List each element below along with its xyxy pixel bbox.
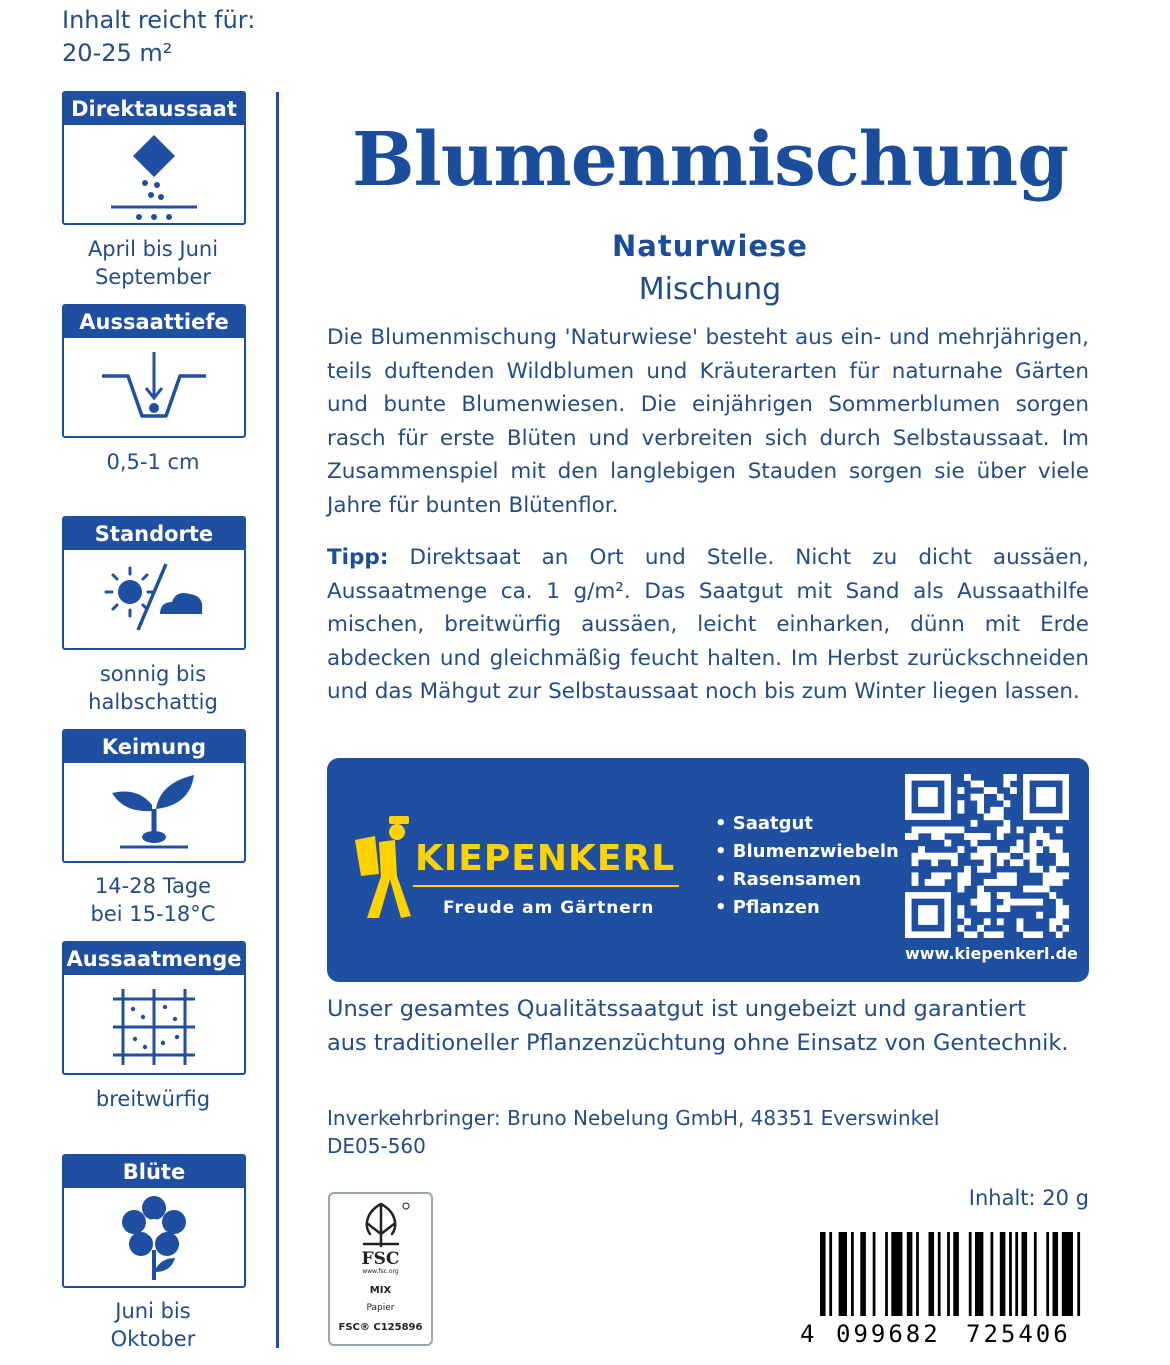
fsc-mix: MIX: [369, 1285, 392, 1296]
list-item: • Blumenzwiebeln: [715, 838, 899, 866]
info-card-aussaattiefe: [62, 304, 246, 438]
info-card-direktaussaat: [62, 91, 246, 225]
list-item: • Rasensamen: [715, 866, 899, 894]
coverage-label: Inhalt reicht für:: [62, 6, 256, 34]
column-divider: [276, 92, 279, 1348]
info-card-keimung: [62, 729, 246, 863]
coverage-value: 20-25 m²: [62, 39, 173, 67]
barcode-lead-digit: 4: [800, 1320, 818, 1348]
brand-banner: [327, 758, 1089, 982]
card-caption: Juni bis Oktober: [110, 1299, 196, 1351]
broadcast-grid-icon: [99, 977, 209, 1067]
list-item: • Saatgut: [715, 810, 899, 838]
info-card-standorte: [62, 516, 246, 650]
fsc-url: www.fsc.org: [362, 1268, 399, 1275]
sun-cloud-icon: [94, 552, 214, 642]
tip-label: Tipp:: [327, 545, 389, 570]
card-title: Direktaussaat: [64, 93, 244, 125]
fsc-title: FSC: [361, 1249, 400, 1269]
seedling-icon: [94, 765, 214, 855]
card-caption: sonnig bis halbschattig: [88, 662, 218, 714]
card-caption: 14-28 Tage bei 15-18°C: [90, 874, 216, 926]
info-card-bluete: [62, 1154, 246, 1288]
fsc-code: FSC® C125896: [338, 1322, 423, 1333]
brand-rule: [413, 885, 679, 887]
hiker-logo-icon: [351, 814, 415, 922]
barcode-group-2: 725406: [966, 1320, 1071, 1348]
brand-url[interactable]: www.kiepenkerl.de: [905, 944, 1078, 963]
product-type: Mischung: [638, 272, 782, 307]
card-caption: April bis Juni September: [87, 237, 219, 289]
flower-icon: [99, 1190, 209, 1284]
product-variety: Naturwiese: [612, 229, 808, 263]
product-description: Die Blumenmischung 'Naturwiese' besteht aus ein- und mehrjährigen, teils duftenden Wildblumen und Kräuterarten für naturnahe Gärten und bunte Blumenwiesen. Die einjährigen Sommerblumen sorgen rasch für erste Blüten und verbreiten sich durch Selbstaussaat. Im Zusammenspiel mit den langlebigen Stauden sorgen sie über viele Jahre für bunten Blütenflor.: [327, 325, 1089, 518]
importer-info: Inverkehrbringer: Bruno Nebelung GmbH, 48351 Everswinkel DE05-560: [327, 1106, 940, 1158]
card-title: Keimung: [64, 731, 244, 763]
card-title: Standorte: [64, 518, 244, 550]
fsc-material: Papier: [366, 1303, 395, 1313]
barcode: [800, 1232, 1090, 1322]
sowing-tip: [327, 541, 1089, 709]
info-card-aussaatmenge: [62, 941, 246, 1075]
quality-note: Unser gesamtes Qualitätssaatgut ist ungebeizt und garantiert aus traditioneller Pflanzenzüchtung ohne Einsatz von Gentechnik.: [327, 996, 1069, 1056]
card-title: Aussaatmenge: [64, 943, 244, 975]
product-title: Blumenmischung: [352, 117, 1068, 203]
sowing-depth-icon: [94, 340, 214, 430]
net-content: Inhalt: 20 g: [968, 1186, 1089, 1210]
fsc-label: [328, 1192, 433, 1346]
tip-text: Direktsaat an Ort und Stelle. Nicht zu dicht aussäen, Aussaatmenge ca. 1 g/m². Das Saatgut mit Sand als Aussaathilfe mischen, breitwürfig aussäen, leicht einharken, dünn mit Erde abdecken und gleichmäßig feucht halten. Im Herbst zurückschneiden und das Mähgut zur Selbstaussaat noch bis zum Winter liegen lassen.: [327, 545, 1089, 704]
card-caption: 0,5-1 cm: [106, 450, 200, 474]
brand-slogan: Freude am Gärtnern: [443, 898, 655, 918]
brand-product-list: [715, 810, 899, 922]
list-item: • Pflanzen: [715, 894, 899, 922]
card-caption: breitwürfig: [95, 1087, 211, 1111]
qr-code[interactable]: [905, 774, 1069, 938]
brand-name: KIEPENKERL: [415, 838, 676, 879]
coverage-info: [62, 4, 255, 70]
card-title: Aussaattiefe: [64, 306, 244, 338]
seed-sowing-icon: [99, 127, 209, 223]
fsc-tree-icon: [346, 1200, 416, 1250]
barcode-group-1: 099682: [836, 1320, 941, 1348]
card-title: Blüte: [64, 1156, 244, 1188]
